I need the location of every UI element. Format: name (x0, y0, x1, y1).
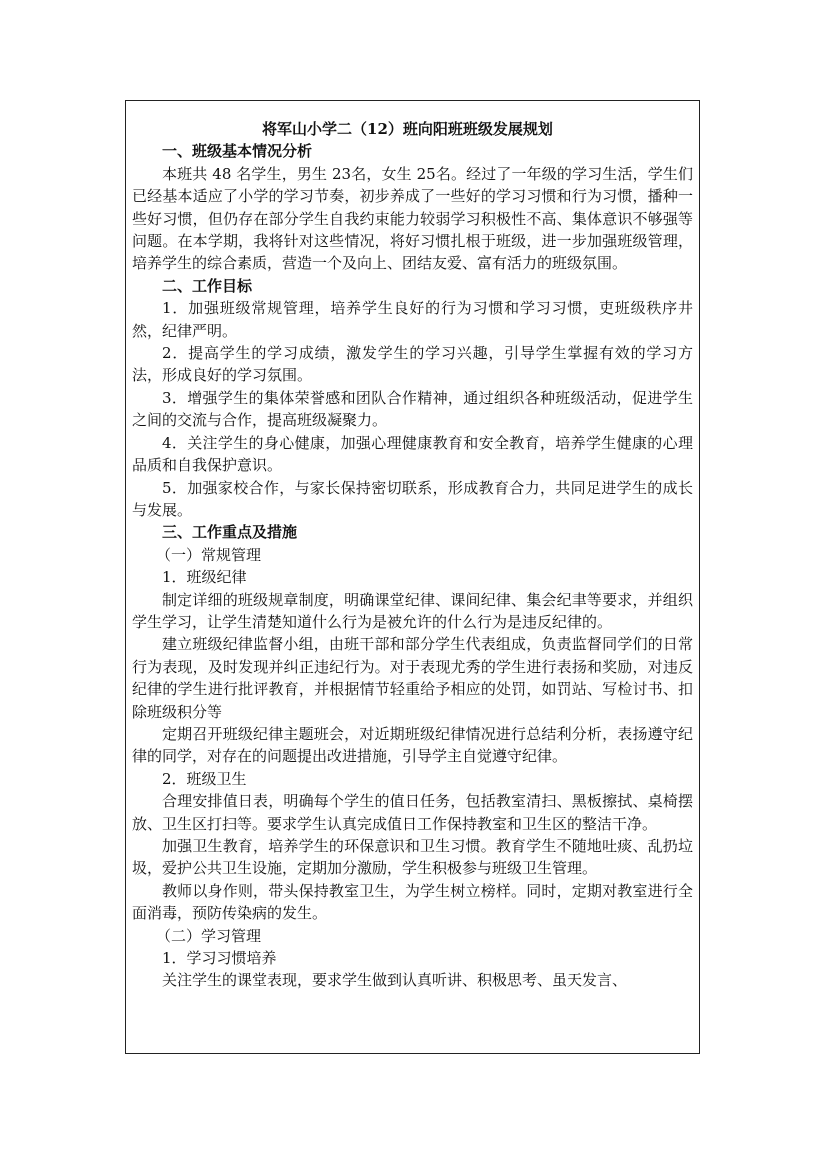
goal-item-3: 3．增强学生的集体荣誉感和团队合作精神，通过组织各种班级活动，促进学生之间的交流与合作，提高班级凝聚力。 (132, 388, 693, 430)
paragraph-teacher-example: 教师以身作则，带头保持教室卫生，为学生树立榜样。同时，定期对教室进行全面消毒，预防传染病的发生。 (132, 881, 693, 923)
section-heading-measures: 三、工作重点及措施 (162, 523, 298, 542)
subsection-study-management: （二）学习管理 (156, 926, 262, 945)
document-content (132, 118, 693, 992)
subheading-study-habits: 1．学习习惯培养 (162, 949, 277, 968)
paragraph-duty-roster: 合理安排值日表，明确每个学生的值日任务，包括教室清扫、黑板擦拭、桌椅摆放、卫生区打扫等。要求学生认真完成值日工作保持教室和卫生区的整洁干净。 (132, 792, 693, 833)
subsection-routine-management: （一）常规管理 (156, 545, 262, 564)
section-heading-goals: 二、工作目标 (162, 276, 253, 295)
goal-item-4: 4．关注学生的身心健康，加强心理健康教育和安全教育，培养学生健康的心理品质和自我保护意识。 (132, 433, 693, 475)
goal-item-5: 5．加强家校合作，与家长保持密切联系，形成教育合力，共同足进学生的成长与发展。 (132, 478, 693, 519)
paragraph-hygiene-education: 加强卫生教育，培养学生的环保意识和卫生习惯。教育学生不随地吐痰、乱扔垃圾，爱护公共卫生设施，定期加分激励，学生积极参与班级卫生管理。 (132, 837, 693, 878)
subheading-class-hygiene: 2．班级卫生 (162, 769, 247, 788)
document-title: 将军山小学二（12）班向阳班班级发展规划 (262, 120, 553, 138)
section-heading-basic-info: 一、班级基本情况分析 (162, 142, 313, 161)
paragraph-classroom-performance: 关注学生的课堂表现，要求学生做到认真听讲、积极思考、虽天发言、 (162, 971, 628, 990)
goal-item-1: 1．加强班级常规管理，培养学生良好的行为习惯和学习习惯，吏班级秩序井然，纪律严明。 (132, 299, 693, 340)
subheading-class-discipline: 1．班级纪律 (162, 568, 247, 587)
paragraph-discipline-supervision: 建立班级纪律监督小组，由班干部和部分学生代表组成，负责监督同学们的日常行为表现，及时发现并纠正违纪行为。对于表现尤秀的学生进行表扬和奖励，对违反纪律的学生进行批评教育，并根据情节轻重给予相应的处罚，如罚站、写检讨书、扣除班级积分等 (132, 635, 693, 721)
goal-item-2: 2．提高学生的学习成绩，激发学生的学习兴趣，引导学生掌握有效的学习方法，形成良好的学习氛围。 (132, 344, 693, 385)
paragraph-class-overview: 本班共 48 名学生，男生 23名，女生 25名。经过了一年级的学习生活，学生们已经基本适应了小学的学习节奏，初步养成了一些好的学习习惯和行为习惯，播种一些好习惯，但仍存在部分学生自我约束能力较弱学习积极性不高、集体意识不够强等问题。在本学期，我将针对这些情况，将好习惯扎根于班级，进一步加强班级管理，培养学生的综合素质，营造一个及向上、团结友爱、富有活力的班级氛围。 (132, 164, 693, 273)
paragraph-discipline-meeting: 定期召开班级纪律主题班会，对近期班级纪律情况进行总结利分析，表扬遵守纪律的同学，对存在的问题提出改进措施，引导学主自觉遵守纪律。 (132, 724, 693, 766)
paragraph-discipline-rules: 制定详细的班级规章制度，明确课堂纪律、课间纪律、集会纪聿等要求，并组织学生学习，让学生清楚知道什么行为是被允许的什么行为是违反纪律的。 (132, 590, 693, 631)
document-frame (125, 100, 700, 1054)
